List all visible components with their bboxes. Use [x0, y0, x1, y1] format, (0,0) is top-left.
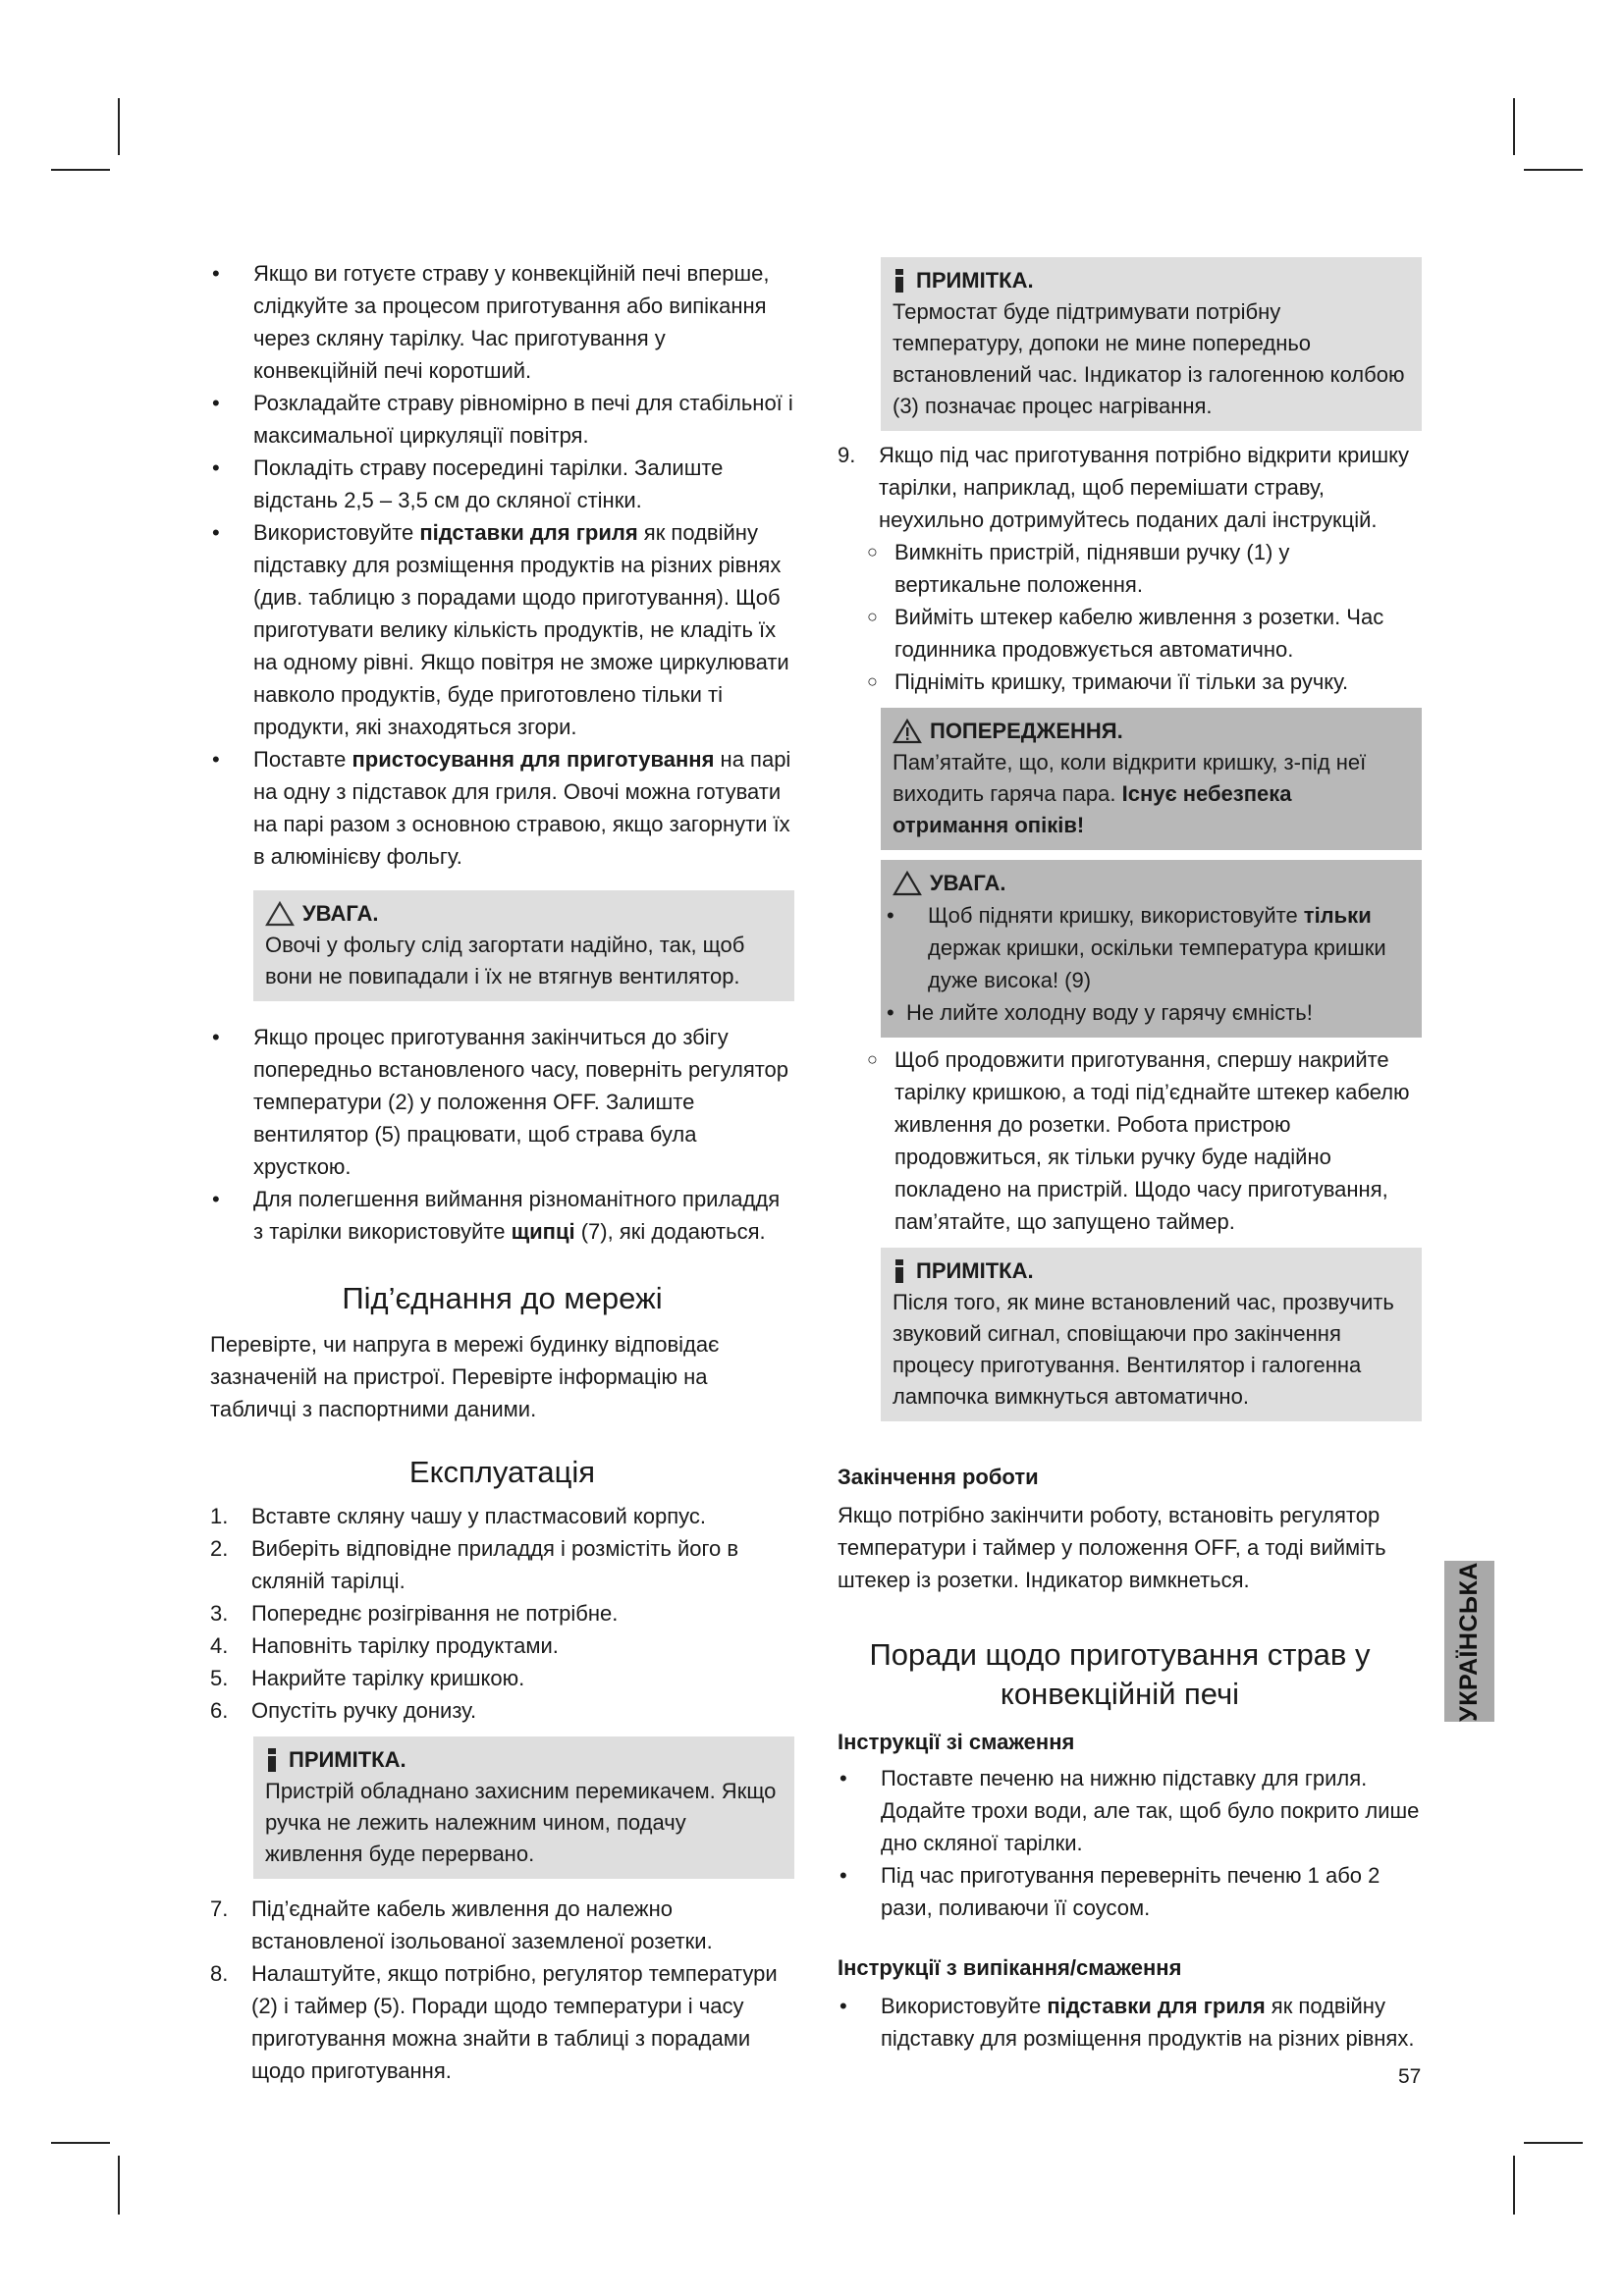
bold-term: щипці — [511, 1219, 575, 1244]
caution-box — [253, 890, 794, 1001]
crop-mark — [1513, 2156, 1515, 2215]
warning-exclamation-icon — [893, 719, 922, 744]
step-9 — [838, 439, 1422, 536]
list-item: 3. Попереднє розігрівання не потрібне. — [210, 1601, 619, 1626]
caution-box — [881, 860, 1422, 1038]
circle-list — [838, 536, 1422, 698]
list-item: • Покладіть страву посередині тарілки. Залиште відстань 2,5 – 3,5 см до скляної стінки. — [210, 452, 794, 516]
list-item: 1. Вставте скляну чашу у пластмасовий корпус. — [210, 1504, 706, 1528]
finish-heading: Закінчення роботи — [838, 1465, 1039, 1489]
warning-triangle-icon — [265, 901, 295, 927]
frying-list — [838, 1762, 1422, 1924]
crop-mark — [1524, 169, 1583, 171]
page-number: 57 — [1398, 2065, 1422, 2088]
warning-box — [881, 708, 1422, 850]
bold-term: підставки для гриля — [1047, 1994, 1266, 2018]
list-item: 5. Накрийте тарілку кришкою. — [210, 1666, 525, 1690]
note-box — [253, 1736, 794, 1879]
circle-list — [838, 1043, 1422, 1238]
caution-text: Овочі у фольгу слід загортати надійно, так, щоб вони не повипадали і їх не втягнув вентилятор. — [265, 933, 745, 988]
list-item: • Поставте пристосування для приготування на парі на одну з підставок для гриля. Овочі можна готувати на парі разом з основною стравою, якщо загорнути їх в алюмінієву фольгу. — [210, 743, 794, 873]
list-item: ○ Підніміть кришку, тримаючи її тільки за ручку. — [838, 666, 1422, 698]
list-item: • Розкладайте страву рівномірно в печі для стабільної і максимальної циркуляції повітря. — [210, 387, 794, 452]
list-item: 8. Налаштуйте, якщо потрібно, регулятор температури (2) і таймер (5). Поради щодо температури і часу приготування можна знайти в таблиці з порадами щодо приготування. — [210, 1961, 778, 2083]
list-item: • Під час приготування переверніть печеню 1 або 2 рази, поливаючи її соусом. — [838, 1859, 1422, 1924]
bullet-list — [210, 1021, 794, 1248]
list-item: • Якщо ви готуєте страву у конвекційній печі вперше, слідкуйте за процесом приготування або випікання через скляну тарілку. Час приготування у конвекційній печі коротший. — [210, 257, 794, 387]
bold-term: Існує небезпека отримання опіків! — [893, 781, 1292, 837]
note-text: Пристрій обладнано захисним перемикачем. Якщо ручка не лежить належним чином, подачу живлення буде перервано. — [265, 1779, 777, 1866]
list-item: • Використовуйте підставки для гриля як подвійну підставку для розміщення продуктів на різних рівнях (див. таблицю з порадами щодо приготування). Щоб приготувати велику кількість продуктів, не кладіть їх на одному рівні. Якщо повітря не зможе циркулювати навколо продуктів, буде приготовлено тільки ті продукти, які знаходяться згори. — [210, 516, 794, 743]
crop-mark — [118, 98, 120, 155]
operation-steps-continued — [210, 1893, 794, 2087]
list-item: • Не лийте холодну воду у гарячу ємність! — [885, 996, 1410, 1029]
list-item: ○ Вийміть штекер кабелю живлення з розетки. Час годинника продовжується автоматично. — [838, 601, 1422, 666]
list-item: • Поставте печеню на нижню підставку для гриля. Додайте трохи води, але так, щоб було покрито лише дно скляної тарілки. — [838, 1762, 1422, 1859]
crop-mark — [118, 2156, 120, 2215]
list-item: 7. Під’єднайте кабель живлення до належно встановленої ізольованої заземленої розетки. — [210, 1896, 713, 1953]
list-item: • Якщо процес приготування закінчиться до збігу попередньо встановленого часу, поверніть регулятор температури (2) у положення OFF. Залиште вентилятор (5) працювати, щоб страва була хрусткою. — [210, 1021, 794, 1183]
note-title: ПРИМІТКА. — [893, 265, 1410, 296]
warning-title: ПОПЕРЕДЖЕННЯ. — [893, 716, 1410, 747]
caution-title: УВАГА. — [265, 898, 783, 930]
note-title: ПРИМІТКА. — [893, 1255, 1410, 1287]
note-box — [881, 1248, 1422, 1421]
list-item: 6. Опустіть ручку донизу. — [210, 1698, 477, 1723]
list-item: ○ Щоб продовжити приготування, спершу накрийте тарілку кришкою, а тоді під’єднайте штекер кабелю живлення до розетки. Робота пристрою продовжиться, як тільки ручку буде надійно покладено на пристрій. Щодо часу приготування, пам’ятайте, що запущено таймер. — [838, 1043, 1422, 1238]
list-item: 2. Виберіть відповідне приладдя і розмістіть його в скляній тарілці. — [210, 1536, 739, 1593]
bold-term: пристосування для приготування — [352, 747, 715, 772]
list-item: • Використовуйте підставки для гриля як подвійну підставку для розміщення продуктів на різних рівнях. — [838, 1990, 1422, 2055]
section-heading-mains: Під’єднання до мережі — [342, 1281, 663, 1315]
right-column — [838, 257, 1422, 2055]
info-icon — [893, 1258, 908, 1284]
language-tab: УКРАЇНСЬКА — [1444, 1561, 1494, 1722]
bold-term: підставки для гриля — [419, 520, 638, 545]
note-box — [881, 257, 1422, 431]
warning-text: Пам’ятайте, що, коли відкрити кришку, з-під неї виходить гаряча пара. Існує небезпека отримання опіків! — [893, 750, 1367, 837]
caution-title: УВАГА. — [893, 868, 1410, 899]
note-text: Після того, як мине встановлений час, прозвучить звуковий сигнал, сповіщаючи про закінчення процесу приготування. Вентилятор і галогенна лампочка вимкнуться автоматично. — [893, 1290, 1394, 1409]
bold-term: тільки — [1303, 903, 1372, 928]
list-item: 4. Наповніть тарілку продуктами. — [210, 1633, 559, 1658]
note-text: Термостат буде підтримувати потрібну температуру, допоки не мине попередньо встановлений час. Індикатор із галогенною колбою (3) позначає процес нагрівання. — [893, 299, 1405, 418]
info-icon — [265, 1747, 281, 1773]
baking-list — [838, 1990, 1422, 2055]
info-icon — [893, 268, 908, 294]
operation-steps — [210, 1500, 794, 1727]
crop-mark — [1513, 98, 1515, 155]
section-heading-tips: Поради щодо приготування страв у конвекційній печі — [869, 1637, 1371, 1711]
crop-mark — [1524, 2142, 1583, 2144]
caution-list — [885, 899, 1410, 1029]
section-heading-operation: Експлуатація — [408, 1455, 596, 1489]
finish-text: Якщо потрібно закінчити роботу, встановіть регулятор температури і таймер у положення OFF, а тоді вийміть штекер із розетки. Індикатор вимкнеться. — [838, 1503, 1386, 1592]
frying-heading: Інструкції зі смаження — [838, 1730, 1075, 1754]
mains-text: Перевірте, чи напруга в мережі будинку відповідає зазначеній на пристрої. Перевірте інформацію на табличці з паспортними даними. — [210, 1332, 720, 1421]
list-item: ○ Вимкніть пристрій, піднявши ручку (1) у вертикальне положення. — [838, 536, 1422, 601]
list-item: 9. Якщо під час приготування потрібно відкрити кришку тарілки, наприклад, щоб перемішати страву, неухильно дотримуйтесь поданих далі інструкцій. — [838, 443, 1409, 532]
warning-triangle-icon — [893, 871, 922, 896]
left-column — [210, 257, 794, 2087]
note-title: ПРИМІТКА. — [265, 1744, 783, 1776]
crop-mark — [51, 169, 110, 171]
list-item: • Щоб підняти кришку, використовуйте тільки держак кришки, оскільки температура кришки дуже висока! (9) — [885, 899, 1410, 996]
list-item: • Для полегшення виймання різноманітного приладдя з тарілки використовуйте щипці (7), які додаються. — [210, 1183, 794, 1248]
crop-mark — [51, 2142, 110, 2144]
baking-heading: Інструкції з випікання/смаження — [838, 1955, 1182, 1980]
intro-bullet-list — [210, 257, 794, 873]
